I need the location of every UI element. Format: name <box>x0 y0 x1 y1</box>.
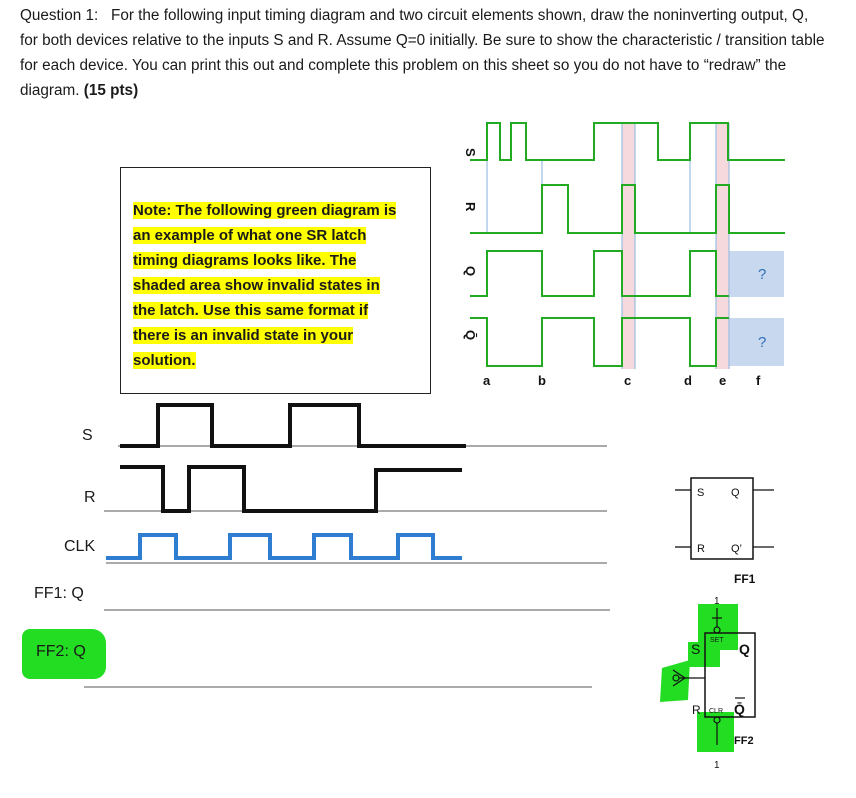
example-wave-qbar <box>470 318 729 366</box>
ff2-preset-value: 1 <box>714 596 720 607</box>
note-line: the latch. Use this same format if <box>133 302 369 319</box>
ff2-clear-value: 1 <box>714 760 720 771</box>
ff2-clr-label: CLR <box>709 708 724 715</box>
ff1-pin-q: Q <box>731 487 740 499</box>
ff2-pin-r: R <box>692 703 701 717</box>
time-label-b: b <box>538 373 546 388</box>
label-ff1-q: FF1: Q <box>34 585 84 602</box>
ff2-set-label: SET <box>710 637 724 644</box>
time-label-f: f <box>756 373 761 388</box>
example-label-q: Q <box>463 266 478 277</box>
time-label-a: a <box>483 373 491 388</box>
label-ff2-q: FF2: Q <box>36 643 86 660</box>
question-points: (15 pts) <box>83 82 139 99</box>
example-wave-q <box>470 251 729 296</box>
ff1-pin-s: S <box>697 487 705 499</box>
ff1-pin-r: R <box>697 543 705 555</box>
note-line: Note: The following green diagram is <box>133 202 397 219</box>
guide-lines <box>487 123 729 369</box>
ff2-pin-s: S <box>691 641 701 657</box>
example-label-r: R <box>463 202 478 212</box>
time-label-d: d <box>684 373 692 388</box>
main-wave-s <box>120 405 466 446</box>
note-line: there is an invalid state in your <box>133 327 354 344</box>
time-label-c: c <box>624 373 632 388</box>
ff1-block <box>675 478 774 586</box>
ff1-name: FF1 <box>734 572 756 586</box>
note-line: timing diagrams looks like. The <box>133 252 357 269</box>
question-body: For the following input timing diagram and two circuit elements shown, draw the noninverting output, Q, for both devices relative to the inputs S and R. Assume Q=0 initially. Be sure to show the characteristic / transition table for each device. You can print this out and complete this problem on this sheet so you do not have to “redraw” the diagram. <box>20 7 825 99</box>
unknown-mark: ? <box>758 266 767 283</box>
example-label-qbar: Q̄ <box>463 330 478 341</box>
ff1-pin-qprime: Q’ <box>731 543 742 555</box>
note-line: solution. <box>133 352 196 369</box>
example-label-s: S <box>463 148 478 157</box>
ff2-block <box>660 596 755 771</box>
label-clk: CLK <box>64 538 96 555</box>
unknown-region <box>729 318 784 366</box>
unknown-mark: ? <box>758 334 767 351</box>
label-r: R <box>84 489 96 506</box>
note-line: an example of what one SR latch <box>133 227 367 244</box>
invalid-region <box>622 123 635 369</box>
ff2-pin-qbar: Q̄ <box>734 701 745 717</box>
ff2-pin-q: Q <box>739 641 750 657</box>
unknown-region <box>729 251 784 297</box>
label-s: S <box>82 427 93 444</box>
question-heading: Question 1: <box>20 7 99 24</box>
main-wave-clk <box>106 535 462 558</box>
note-line: shaded area show invalid states in <box>133 277 380 294</box>
ff2-name: FF2 <box>734 735 754 747</box>
main-wave-r <box>120 467 462 511</box>
time-label-e: e <box>719 373 727 388</box>
